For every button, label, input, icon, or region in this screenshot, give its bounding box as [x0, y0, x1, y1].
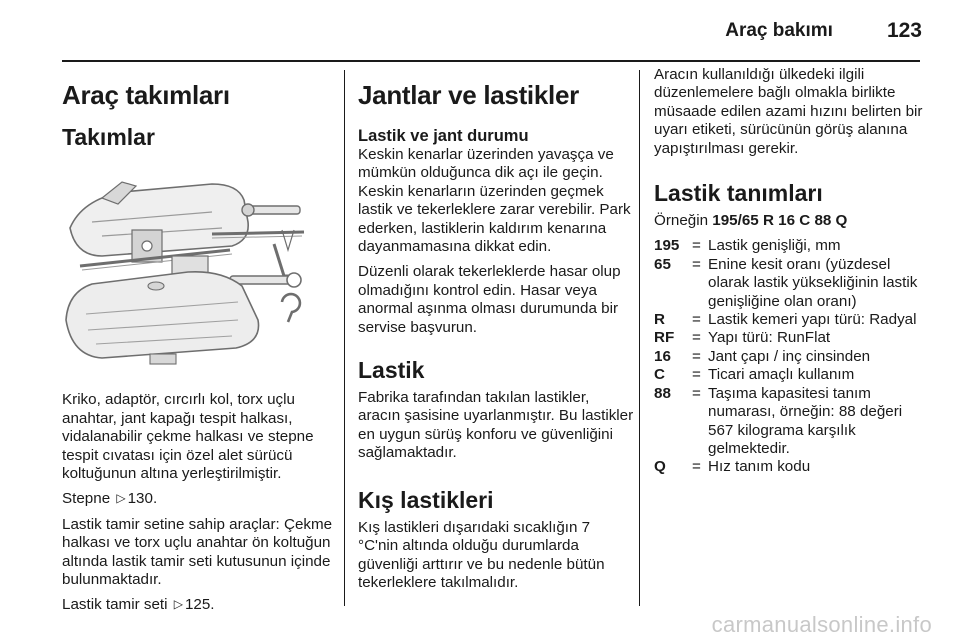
example-label: Örneğin [654, 212, 709, 230]
spec-value: Yapı türü: RunFlat [708, 329, 831, 347]
middle-title: Jantlar ve lastikler [358, 80, 579, 110]
condition-heading: Lastik ve jant durumu [358, 127, 529, 145]
spec-value: Jant çapı / inç cinsinden [708, 347, 871, 365]
spec-equals: = [692, 366, 701, 384]
spec-value: Lastik kemeri yapı türü: Radyal [708, 311, 917, 329]
spec-row [654, 256, 924, 311]
designations-heading: Lastik tanımları [654, 180, 823, 207]
spec-key: 16 [654, 347, 671, 365]
left-subtitle: Takımlar [62, 124, 155, 150]
repair-page: 125. [184, 596, 215, 614]
spec-equals: = [692, 384, 701, 402]
winter-paragraph: Kış lastikleri dışarıdaki sıcaklığın 7 °C'nin altında olduğu durumlarda güvenliği arttırır ve bu nedenle bütün tekerleklere takılmalıdır. [358, 518, 605, 591]
middle-column [358, 72, 634, 599]
spec-row [654, 237, 924, 255]
page-number: 123 [886, 19, 922, 42]
spec-row [654, 366, 924, 384]
example-line [654, 212, 924, 230]
spec-value: Taşıma kapasitesi tanım numarası, örneğin: 88 değeri 567 kilograma karşılık gelmektedir. [708, 384, 903, 457]
left-paragraph-2: Lastik tamir setine sahip araçlar: Çekme halkası ve torx uçlu anahtar ön koltuğun altında lastik tamir seti kutusunun içinde bulunmaktadır. [62, 515, 333, 589]
spec-row [654, 329, 924, 347]
spec-key: RF [654, 329, 675, 347]
tool-kit-illustration [62, 170, 324, 374]
spare-reference [62, 490, 334, 508]
column-divider-2 [639, 70, 640, 606]
repair-reference [62, 596, 334, 614]
right-intro: Aracın kullanıldığı ülkedeki ilgili düzenlemelere bağlı olmakla birlikte müsaade edilen azami hızını belirten bir uyarı etiketi, sürücünün görüş alanına yapıştırılması gerekir. [654, 66, 923, 157]
spec-key: Q [654, 458, 666, 476]
winter-heading: Kış lastikleri [358, 486, 494, 513]
spec-equals: = [692, 329, 701, 347]
tyre-paragraph: Fabrika tarafından takılan lastikler, aracın şasisine uyarlanmıştır. Bu lastikler en uygun sürüş konforu ve güvenliğini sağlamaktadır. [358, 389, 634, 462]
spec-row [654, 458, 924, 476]
spec-equals: = [692, 237, 701, 255]
tyre-spec-list [654, 237, 924, 476]
spec-key: C [654, 366, 665, 384]
page-header [725, 14, 922, 48]
condition-paragraph-2: Düzenli olarak tekerleklerde hasar olup olmadığını kontrol edin. Hasar veya anormal aşınma olması durumunda bir servise başvurun. [358, 263, 621, 336]
left-column [62, 72, 334, 622]
left-title: Araç takımları [62, 80, 230, 110]
spec-value: Hız tanım kodu [708, 458, 811, 476]
spare-label: Stepne [62, 490, 111, 508]
spec-key: R [654, 311, 665, 329]
spec-value: Lastik genişliği, mm [708, 237, 841, 255]
right-column [654, 66, 924, 477]
page-reference-icon: ▷ [173, 597, 183, 612]
spec-value: Enine kesit oranı (yüzdesel olarak lastik yüksekliğinin lastik genişliğine olan oranı) [708, 255, 918, 310]
spec-equals: = [692, 255, 701, 273]
condition-paragraph-1: Keskin kenarlar üzerinden yavaşça ve mümkün olduğunca dik açı ile geçin. Keskin kenarların üzerinden geçmek lastik ve tekerleklere zarar verebilir. Park ederken, lastiklerin kaldırım kenarına dayanmamasına dikkat edin. [358, 146, 631, 256]
page-reference-icon: ▷ [116, 491, 126, 506]
header-rule [62, 60, 920, 62]
spec-row [654, 348, 924, 366]
spec-row [654, 311, 924, 329]
spec-equals: = [692, 458, 701, 476]
spec-equals: = [692, 347, 701, 365]
tyre-heading: Lastik [358, 357, 425, 384]
repair-label: Lastik tamir seti [62, 596, 168, 614]
spec-key: 88 [654, 384, 671, 402]
spec-row [654, 385, 924, 459]
watermark: carmanualsonline.info [711, 612, 932, 637]
left-paragraph-1: Kriko, adaptör, cırcırlı kol, torx uçlu anahtar, jant kapağı tespit halkası, vidalanabilir çekme halkası ve stepne tespit cıvatası için özel alet sürücü koltuğunun altına yerleştirilmiştir. [62, 391, 314, 483]
spec-equals: = [692, 311, 701, 329]
example-code: 195/65 R 16 C 88 Q [712, 212, 848, 230]
section-title: Araç bakımı [725, 20, 833, 41]
spare-page: 130. [127, 490, 158, 508]
spec-key: 65 [654, 255, 671, 273]
column-divider-1 [344, 70, 345, 606]
spec-key: 195 [654, 237, 680, 255]
spec-value: Ticari amaçlı kullanım [708, 366, 855, 384]
